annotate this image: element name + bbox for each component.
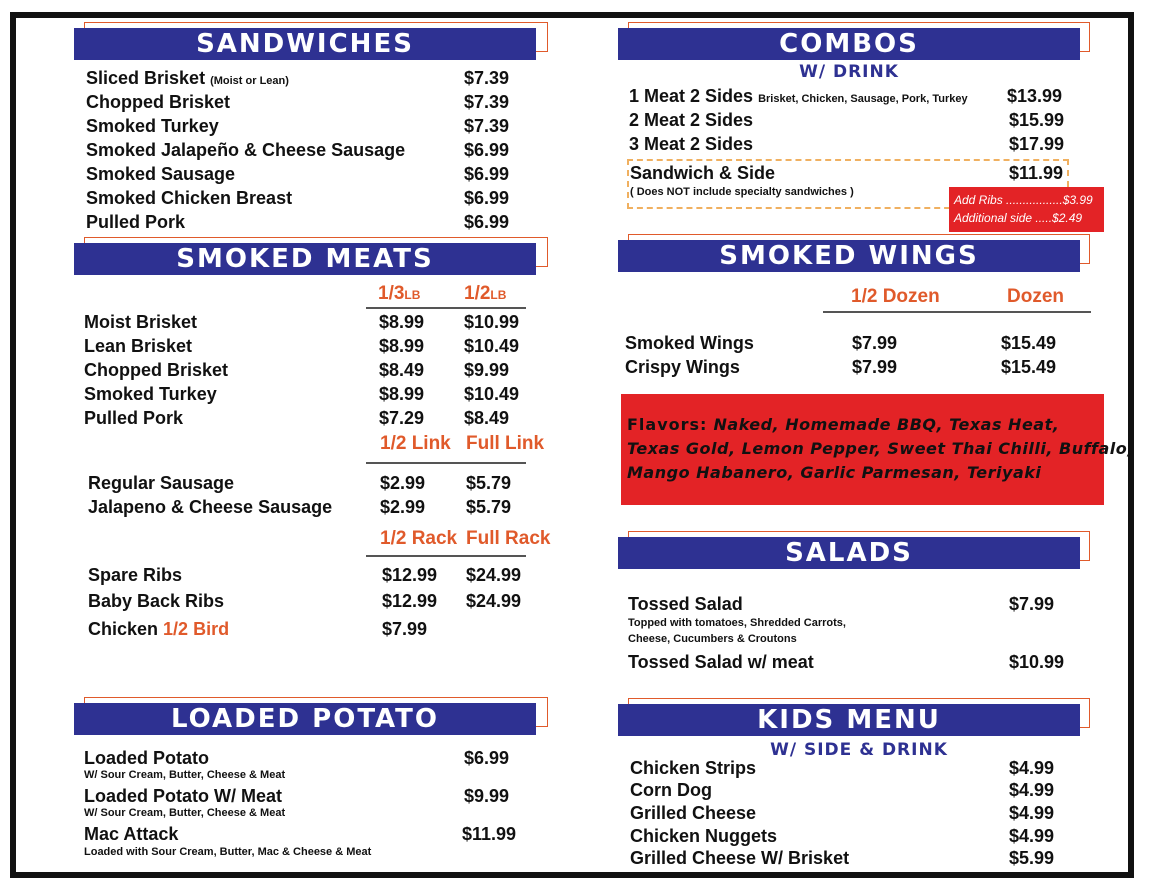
column-header-half-link: 1/2 Link (380, 433, 451, 454)
item-price: $7.99 (852, 357, 898, 377)
menu-item (86, 67, 289, 92)
item-price: $7.99 (852, 333, 898, 353)
menu-item: Lean Brisket (84, 336, 193, 356)
item-description: Cheese, Cucumbers & Croutons (628, 633, 797, 645)
item-price: $8.99 (379, 384, 425, 404)
flavors-line (627, 413, 1059, 437)
item-name: Sliced Brisket (86, 68, 206, 88)
item-price: $12.99 (382, 565, 438, 585)
menu-item: Pulled Pork (84, 408, 184, 428)
combos-subtitle: W/ DRINK (799, 62, 899, 82)
kids-subtitle: W/ SIDE & DRINK (770, 740, 948, 760)
item-price: $5.79 (466, 497, 512, 517)
item-price: $4.99 (1009, 803, 1055, 823)
item-price: $8.99 (379, 312, 425, 332)
item-price: $6.99 (464, 212, 510, 232)
item-price: $7.39 (464, 68, 510, 88)
menu-item: Smoked Chicken Breast (86, 188, 293, 208)
column-header-dozen: Dozen (1007, 286, 1064, 307)
kids-header: KIDS MENU (618, 704, 1080, 736)
menu-item: Mac Attack (84, 824, 179, 844)
item-price: $8.49 (379, 360, 425, 380)
item-price: $11.99 (1009, 163, 1064, 183)
menu-item: Grilled Cheese W/ Brisket (630, 848, 850, 868)
menu-item: Smoked Jalapeño & Cheese Sausage (86, 140, 406, 160)
item-price: $10.99 (464, 312, 520, 332)
salads-header: SALADS (618, 537, 1080, 569)
menu-item: Chicken Strips (630, 758, 757, 778)
item-name: 1 Meat 2 Sides (629, 86, 754, 106)
item-price: $4.99 (1009, 826, 1055, 846)
menu-item: Smoked Turkey (86, 116, 219, 136)
item-price: $8.99 (379, 336, 425, 356)
wings-header: SMOKED WINGS (618, 240, 1080, 272)
item-price: $13.99 (1007, 86, 1063, 106)
item-price: $9.99 (464, 360, 510, 380)
menu-item: Jalapeno & Cheese Sausage (88, 497, 333, 517)
menu-item: Corn Dog (630, 780, 712, 800)
menu-item: Grilled Cheese (630, 803, 757, 823)
item-price: $17.99 (1009, 134, 1065, 154)
item-price: $2.99 (380, 497, 426, 517)
item-note: Brisket, Chicken, Sausage, Pork, Turkey (758, 93, 968, 105)
menu-item: Smoked Wings (625, 333, 754, 353)
flavors-text: Naked, Homemade BBQ, Texas Heat, (713, 415, 1060, 434)
flavors-line: Mango Habanero, Garlic Parmesan, Teriyaki (627, 463, 1042, 482)
menu-item: Loaded Potato (84, 748, 209, 768)
item-price: $6.99 (464, 140, 510, 160)
item-price: $7.99 (382, 619, 428, 639)
divider (823, 311, 1091, 313)
item-note: (Moist or Lean) (210, 75, 289, 87)
menu-item: Spare Ribs (88, 565, 183, 585)
item-price: $6.99 (464, 164, 510, 184)
menu-item: Chicken Nuggets (630, 826, 778, 846)
divider (366, 555, 526, 557)
smoked-meats-header: SMOKED MEATS (74, 243, 536, 275)
item-price: $11.99 (462, 824, 517, 844)
column-header-full-link: Full Link (466, 433, 545, 454)
item-price: $5.79 (466, 473, 512, 493)
menu-item: Pulled Pork (86, 212, 186, 232)
item-price: $10.49 (464, 336, 520, 356)
flavors-label: Flavors: (627, 415, 708, 434)
item-description: Loaded with Sour Cream, Butter, Mac & Cheese & Meat (84, 846, 372, 858)
flavors-line: Texas Gold, Lemon Pepper, Sweet Thai Chilli, Buffalo, (627, 439, 1134, 458)
item-description: Topped with tomatoes, Shredded Carrots, (628, 617, 846, 629)
item-description: W/ Sour Cream, Butter, Cheese & Meat (84, 807, 286, 819)
item-price: $7.29 (379, 408, 425, 428)
item-portion: 1/2 Bird (163, 619, 230, 639)
menu-item: Chopped Brisket (84, 360, 229, 380)
item-description: W/ Sour Cream, Butter, Cheese & Meat (84, 769, 286, 781)
column-header-half-lb: 1/2LB (464, 283, 507, 304)
menu-item: 2 Meat 2 Sides (629, 110, 754, 130)
menu-item: Chopped Brisket (86, 92, 231, 112)
item-price: $8.49 (464, 408, 510, 428)
menu-item: Loaded Potato W/ Meat (84, 786, 282, 806)
item-name: Chicken (88, 619, 159, 639)
menu-item: Moist Brisket (84, 312, 198, 332)
addon-side: Additional side .....$2.49 (954, 211, 1083, 225)
item-price: $4.99 (1009, 758, 1055, 778)
menu-item: Sandwich & Side (630, 163, 776, 183)
item-price: $10.49 (464, 384, 520, 404)
column-header-third-lb: 1/3LB (378, 283, 421, 304)
combos-header: COMBOS (618, 28, 1080, 60)
item-price: $24.99 (466, 591, 522, 611)
item-price: $24.99 (466, 565, 522, 585)
item-price: $5.99 (1009, 848, 1055, 868)
loaded-potato-header: LOADED POTATO (74, 703, 536, 735)
item-price: $4.99 (1009, 780, 1055, 800)
item-price: $10.99 (1009, 652, 1065, 672)
sandwiches-header: SANDWICHES (74, 28, 536, 60)
item-price: $2.99 (380, 473, 426, 493)
addon-ribs: Add Ribs .................$3.99 (954, 193, 1093, 207)
menu-item: Crispy Wings (625, 357, 740, 377)
item-price: $7.39 (464, 116, 510, 136)
item-price: $12.99 (382, 591, 438, 611)
menu-item: Baby Back Ribs (88, 591, 225, 611)
item-price: $9.99 (464, 786, 510, 806)
menu-item: Smoked Turkey (84, 384, 217, 404)
item-note: ( Does NOT include specialty sandwiches ) (630, 186, 854, 198)
divider (366, 462, 526, 464)
column-header-full-rack: Full Rack (466, 528, 551, 549)
menu-item: Regular Sausage (88, 473, 235, 493)
column-header-half-rack: 1/2 Rack (380, 528, 458, 549)
menu-item: 3 Meat 2 Sides (629, 134, 754, 154)
item-price: $6.99 (464, 748, 510, 768)
menu-item: Tossed Salad (628, 594, 743, 614)
divider (366, 307, 526, 309)
item-price: $15.99 (1009, 110, 1065, 130)
column-header-half-dozen: 1/2 Dozen (851, 286, 940, 307)
menu-item: Smoked Sausage (86, 164, 236, 184)
menu-item (629, 85, 968, 110)
menu-item: Tossed Salad w/ meat (628, 652, 814, 672)
item-price: $7.99 (1009, 594, 1055, 614)
item-price: $15.49 (1001, 357, 1057, 377)
item-price: $15.49 (1001, 333, 1057, 353)
item-price: $6.99 (464, 188, 510, 208)
item-price: $7.39 (464, 92, 510, 112)
menu-item (88, 618, 229, 640)
